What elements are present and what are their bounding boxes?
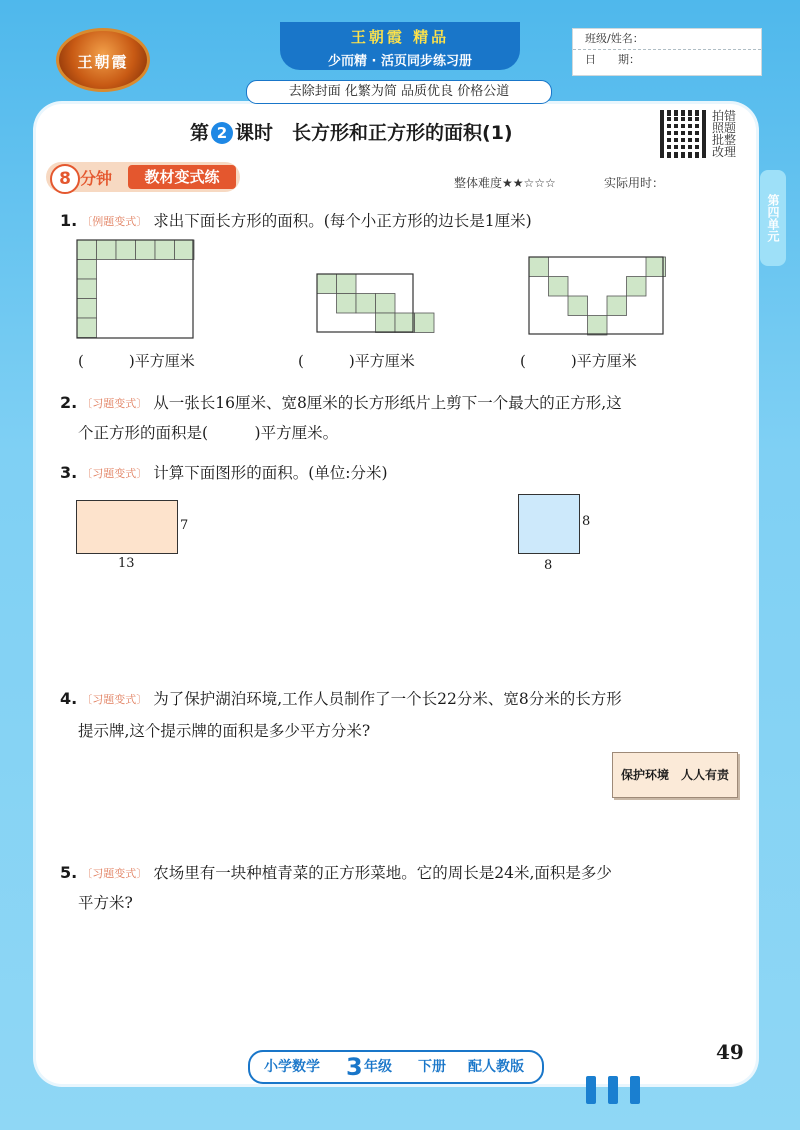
grid-square [356,294,376,314]
slogan: 去除封面 化繁为简 品质优良 价格公道 [246,80,552,104]
question-2 [60,388,622,419]
q1-answer-3[interactable]: ( )平方厘米 [520,352,637,370]
question-number: 5. [60,863,78,882]
grid-square [376,294,396,314]
grid-square [568,296,588,316]
question-4 [60,684,622,715]
question-text: 求出下面长方形的面积。(每个小正方形的边长是1厘米) [153,212,532,230]
date-field[interactable]: 日 期： [573,49,761,70]
footer-volume: 下册 [418,1059,446,1075]
difficulty-rating: 整体难度★★☆☆☆ [454,176,556,190]
question-number: 1. [60,211,78,230]
question-tag: 〔 习题变式 〕 [81,685,147,715]
rect-height-label: 7 [180,518,189,533]
brand-subtitle: 少而精 · 活页同步练习册 [328,54,472,69]
grid-square [415,313,435,333]
question-5 [60,858,612,889]
grid-figure-1 [77,240,194,338]
footer-subject: 小学数学 [264,1059,320,1075]
decorative-bars [586,1076,666,1106]
grid-figure-2 [317,274,434,333]
grid-square [77,318,97,338]
question-text: 农场里有一块种植青菜的正方形菜地。它的周长是24米,面积是多少 [153,864,612,882]
footer-grade-number: 3 [346,1053,363,1081]
question-text: 计算下面图形的面积。(单位:分米) [153,464,388,482]
grid-square [627,277,647,297]
grid-square [77,279,97,299]
brand-name: 王朝霞 精品 [350,28,450,46]
square-figure [518,494,580,554]
unit-side-tab: 第四单元 [760,170,786,266]
question-3 [60,458,388,489]
grid-square [549,277,569,297]
question-tag: 〔 例题变式 〕 [81,207,147,237]
environment-sign: 保护环境 人人有责 [612,752,738,798]
minutes-number: 8 [50,164,80,194]
question-2-line-2: 个正方形的面积是( )平方厘米。 [78,424,339,442]
square-side-label: 8 [582,514,591,529]
grid-square [376,313,396,333]
qr-label: 拍错照题批整改理 [712,109,737,159]
grid-square [77,260,97,280]
lesson-number-badge: 2 [211,122,233,144]
grid-square [136,240,156,260]
rect-width-label: 13 [118,556,135,571]
grid-square [337,294,357,314]
question-number: 4. [60,689,78,708]
question-4-line-2: 提示牌,这个提示牌的面积是多少平方分米? [78,722,371,740]
question-text: 从一张长16厘米、宽8厘米的长方形纸片上剪下一个最大的正方形,这 [153,394,622,412]
question-tag: 〔 习题变式 〕 [81,459,147,489]
q1-answer-2[interactable]: ( )平方厘米 [298,352,415,370]
grid-square [588,316,608,336]
footer-bar [248,1050,544,1084]
grid-square [317,274,337,294]
question-tag: 〔 习题变式 〕 [81,389,147,419]
title-prefix: 第 [190,122,210,144]
square-bottom-label: 8 [544,558,553,573]
grid-square [529,257,549,277]
grid-square [607,296,627,316]
actual-time-field[interactable]: 实际用时： [604,176,665,190]
question-5-line-2: 平方米? [78,894,133,912]
class-name-field[interactable]: 班级/姓名： [585,32,644,45]
grid-square [155,240,175,260]
grid-square [395,313,415,333]
title-text: 课时 长方形和正方形的面积(1) [235,122,513,144]
question-number: 3. [60,463,78,482]
minutes-unit: 分钟 [80,169,113,188]
section-label: 教材变式练 [128,165,236,189]
q1-answer-1[interactable]: ( )平方厘米 [78,352,195,370]
question-number: 2. [60,393,78,412]
grid-square [77,299,97,319]
grid-square [97,240,117,260]
logo-text: 王朝霞 [77,53,129,71]
grid-figure-3 [529,257,666,335]
footer-edition: 配人教版 [468,1059,524,1075]
grid-square [77,240,97,260]
page-number: 49 [716,1040,744,1064]
footer-grade-unit: 年级 [364,1059,392,1075]
question-text: 为了保护湖泊环境,工作人员制作了一个长22分米、宽8分米的长方形 [153,690,622,708]
question-tag: 〔 习题变式 〕 [81,859,147,889]
grid-square [116,240,136,260]
grid-square [175,240,195,260]
grid-square [337,274,357,294]
rectangle-figure [76,500,178,554]
